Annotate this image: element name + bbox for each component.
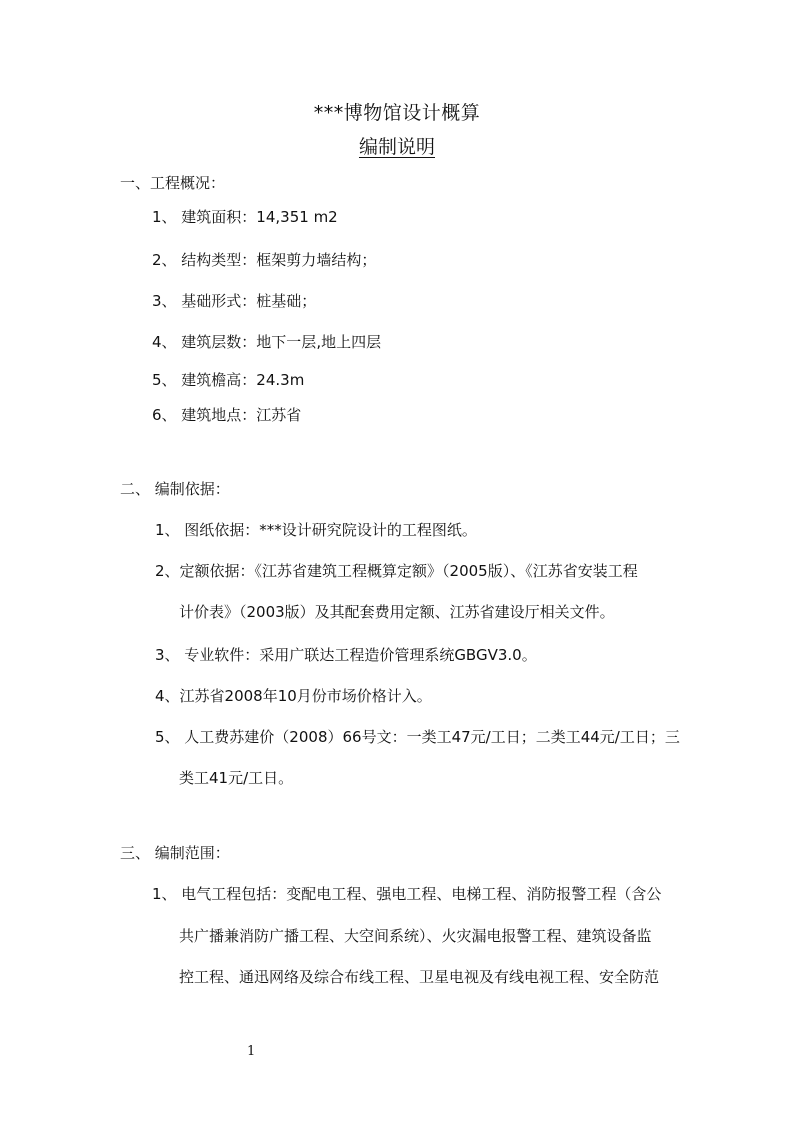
section-2-heading: 二、 编制依据：: [120, 480, 230, 498]
page-number: 1: [247, 1044, 256, 1059]
subtitle-text: 编制说明: [358, 136, 435, 158]
list-item: 1、 建筑面积：14,351 m2: [152, 208, 338, 226]
list-item: 4、江苏省2008年10月份市场价格计入。: [155, 687, 432, 705]
list-item: 3、 基础形式：桩基础；: [152, 292, 317, 310]
list-item: 3、 专业软件：采用广联达工程造价管理系统GBGV3.0。: [155, 646, 537, 664]
list-item: 4、 建筑层数：地下一层,地上四层: [152, 333, 382, 351]
list-item: 6、 建筑地点：江苏省: [152, 406, 302, 424]
document-subtitle: [0, 132, 794, 159]
list-item: 2、 结构类型：框架剪力墙结构；: [152, 251, 377, 269]
section-3-heading: 三、 编制范围：: [120, 844, 230, 862]
list-item-continuation: 控工程、通迅网络及综合布线工程、卫星电视及有线电视工程、安全防范: [179, 968, 660, 986]
list-item: 5、 建筑檐高：24.3m: [152, 371, 305, 389]
list-item: 2、定额依据：《江苏省建筑工程概算定额》（2005版）、《江苏省安装工程: [155, 562, 638, 580]
list-item: 5、 人工费苏建价（2008）66号文：一类工47元/工日；二类工44元/工日；三: [155, 728, 680, 746]
list-item-continuation: 类工41元/工日。: [179, 769, 294, 787]
section-1-heading: 一、工程概况：: [120, 174, 226, 192]
list-item: 1、 图纸依据：***设计研究院设计的工程图纸。: [155, 521, 477, 539]
document-title: ***博物馆设计概算: [313, 102, 481, 124]
list-item-continuation: 计价表》（2003版）及其配套费用定额、江苏省建设厅相关文件。: [179, 603, 615, 621]
list-item: 1、 电气工程包括：变配电工程、强电工程、电梯工程、消防报警工程（含公: [152, 885, 662, 903]
list-item-continuation: 共广播兼消防广播工程、大空间系统）、火灾漏电报警工程、建筑设备监: [179, 927, 652, 945]
